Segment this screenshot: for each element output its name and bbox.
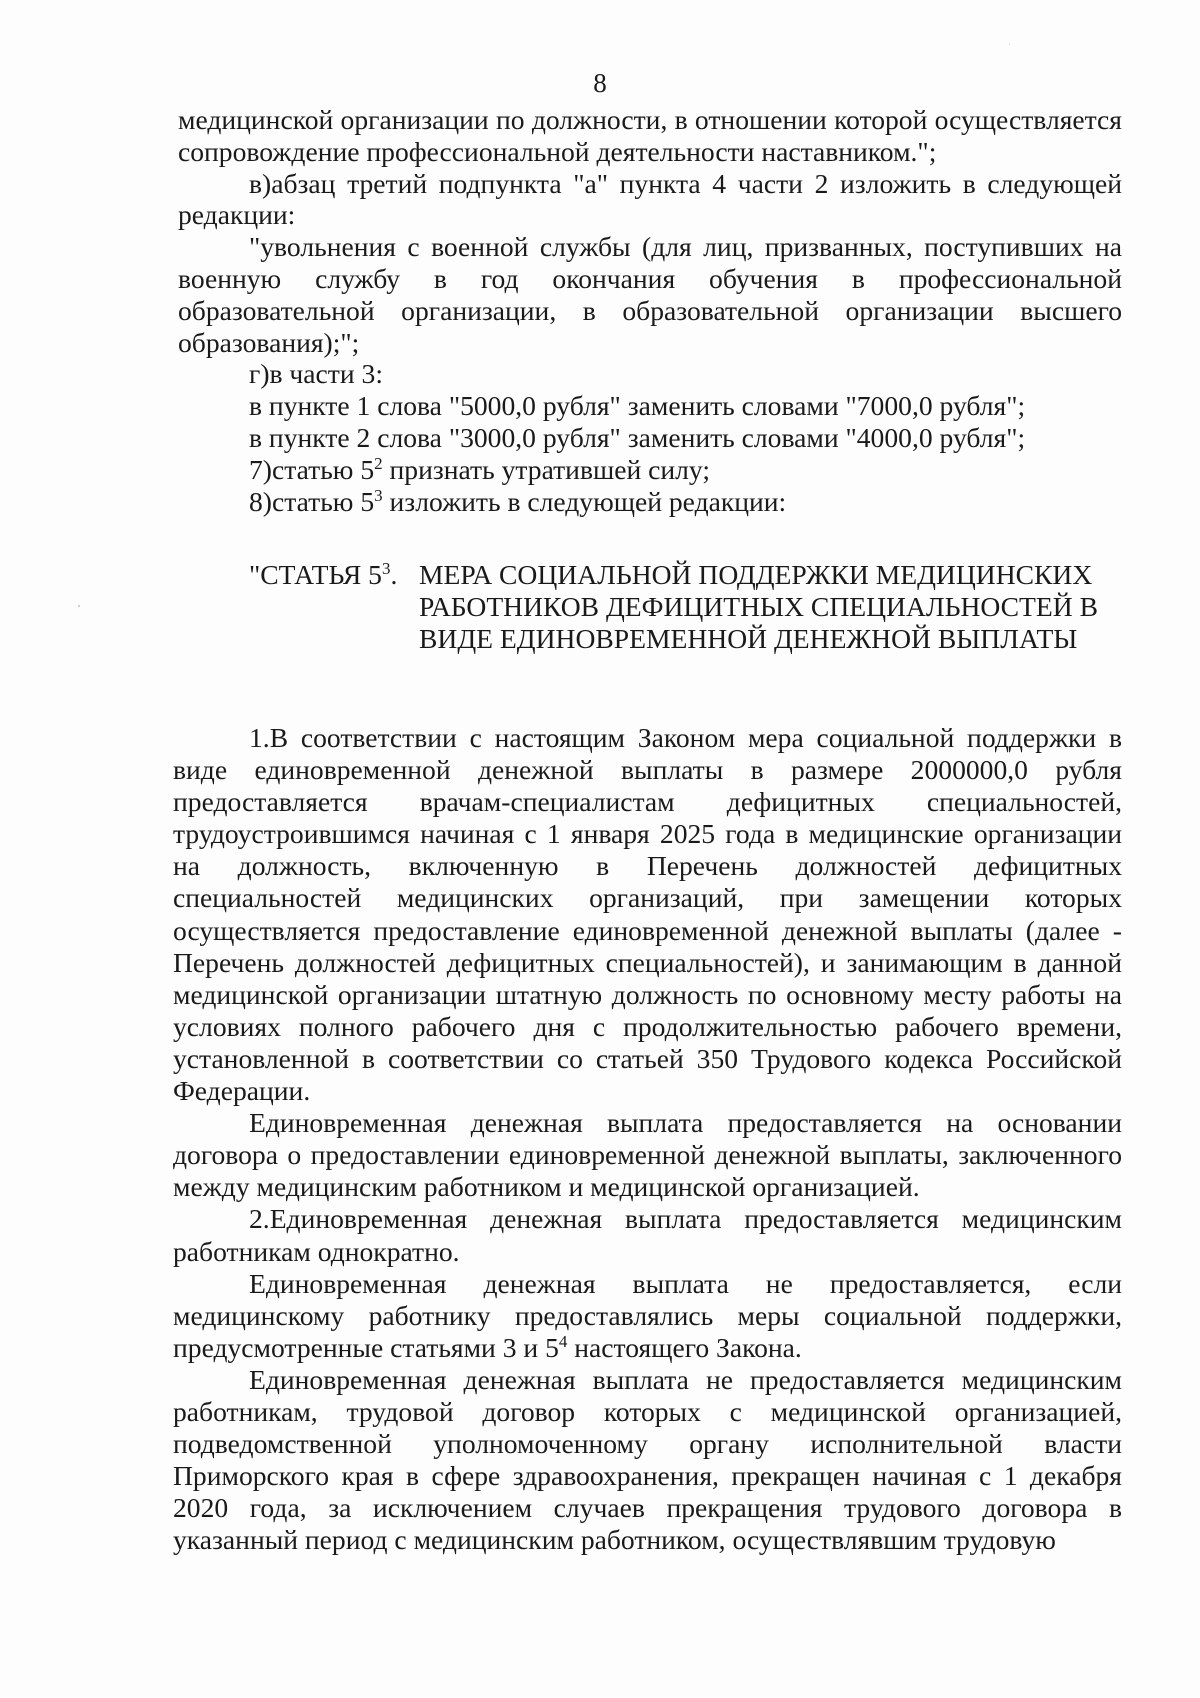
paragraph-5: Единовременная денежная выплата не предоставляется медицинским работникам, трудовой договор которых с медицинской организацией, подведомственной уполномоченному органу исполнительной власти Приморского края в сфере здравоохранения, прекращен начиная с 1 декабря 2020 года, за исключением случаев прекращения трудового договора в указанный период с медицинским работником, осуществлявшим трудовую — [173, 1363, 1122, 1556]
item-g-point-2: в пункте 2 слова "3000,0 рубля" заменить словами "4000,0 рубля"; — [249, 421, 1026, 453]
article-title: МЕРА СОЦИАЛЬНОЙ ПОДДЕРЖКИ МЕДИЦИНСКИХ РАБОТНИКОВ ДЕФИЦИТНЫХ СПЕЦИАЛЬНОСТЕЙ В ВИДЕ ЕДИНОВРЕМЕННОЙ ДЕНЕЖНОЙ ВЫПЛАТЫ — [419, 559, 1098, 654]
continuation-paragraph: медицинской организации по должности, в отношении которой осуществляется сопровождение профессиональной деятельности наставником."; — [178, 104, 1122, 167]
paragraph-4 — [173, 1268, 1122, 1364]
item-8-paragraph — [178, 486, 1122, 518]
item-8-sup: 3 — [374, 485, 383, 505]
scan-speck — [78, 605, 80, 607]
page-number: 8 — [593, 68, 607, 98]
item-v-paragraph: в)абзац третий подпункта "а" пункта 4 части 2 изложить в следующей редакции: — [178, 167, 1122, 231]
article-number — [249, 559, 397, 591]
paragraph-3: 2.Единовременная денежная выплата предоставляется медицинским работникам однократно. — [173, 1203, 1122, 1267]
item-g-point-1: в пункте 1 слова "5000,0 рубля" заменить словами "7000,0 рубля"; — [249, 390, 1026, 422]
article-prefix-before: "СТАТЬЯ 5 — [249, 559, 382, 590]
paragraph-4-sup: 4 — [558, 1331, 568, 1351]
item-8-before: 8)статью 5 — [249, 485, 375, 517]
paragraph-1: 1.В соответствии с настоящим Законом мера социальной поддержки в виде единовременной денежной выплаты в размере 2000000,0 рубля предоставляется врачам-специалистам дефицитных специальностей, трудоустроившимся начиная с 1 января 2025 года в медицинские организации на должность, включенную в Перечень должностей дефицитных специальностей медицинских организаций, при замещении которых осуществляется предоставление единовременной денежной выплаты (далее - Перечень должностей дефицитных специальностей), и занимающим в данной медицинской организации штатную должность по основному месту работы на условиях полного рабочего дня с продолжительностью рабочего времени, установленной в соответствии со статьей 350 Трудового кодекса Российской Федерации. — [173, 722, 1122, 1107]
paragraph-4-after: настоящего Закона. — [567, 1331, 802, 1363]
amendment-text-block — [178, 104, 1122, 517]
article-prefix-sup: 3 — [381, 558, 391, 578]
item-g-paragraph: г)в части 3: — [249, 358, 383, 390]
article-prefix-after: . — [390, 559, 398, 590]
paragraph-4-before: Единовременная денежная выплата не предоставляется, если медицинскому работнику предоставлялись меры социальной поддержки, предусмотренные статьями 3 и 5 — [173, 1267, 1122, 1363]
scan-speck — [1009, 44, 1010, 45]
item-7-before: 7)статью 5 — [249, 453, 375, 485]
item-7-paragraph — [178, 454, 1122, 486]
item-8-after: изложить в следующей редакции: — [382, 485, 787, 517]
item-7-after: признать утратившей силу; — [382, 453, 711, 485]
article-body — [173, 722, 1122, 1556]
paragraph-2: Единовременная денежная выплата предоставляется на основании договора о предоставлении единовременной денежной выплаты, заключенного между медицинским работником и медицинской организацией. — [173, 1107, 1122, 1203]
item-v-quote: "увольнения с военной службы (для лиц, призванных, поступивших на военную службу в год окончания обучения в профессиональной образовательной организации, в образовательной организации высшего образования);"; — [178, 231, 1122, 358]
item-7-sup: 2 — [374, 453, 383, 473]
